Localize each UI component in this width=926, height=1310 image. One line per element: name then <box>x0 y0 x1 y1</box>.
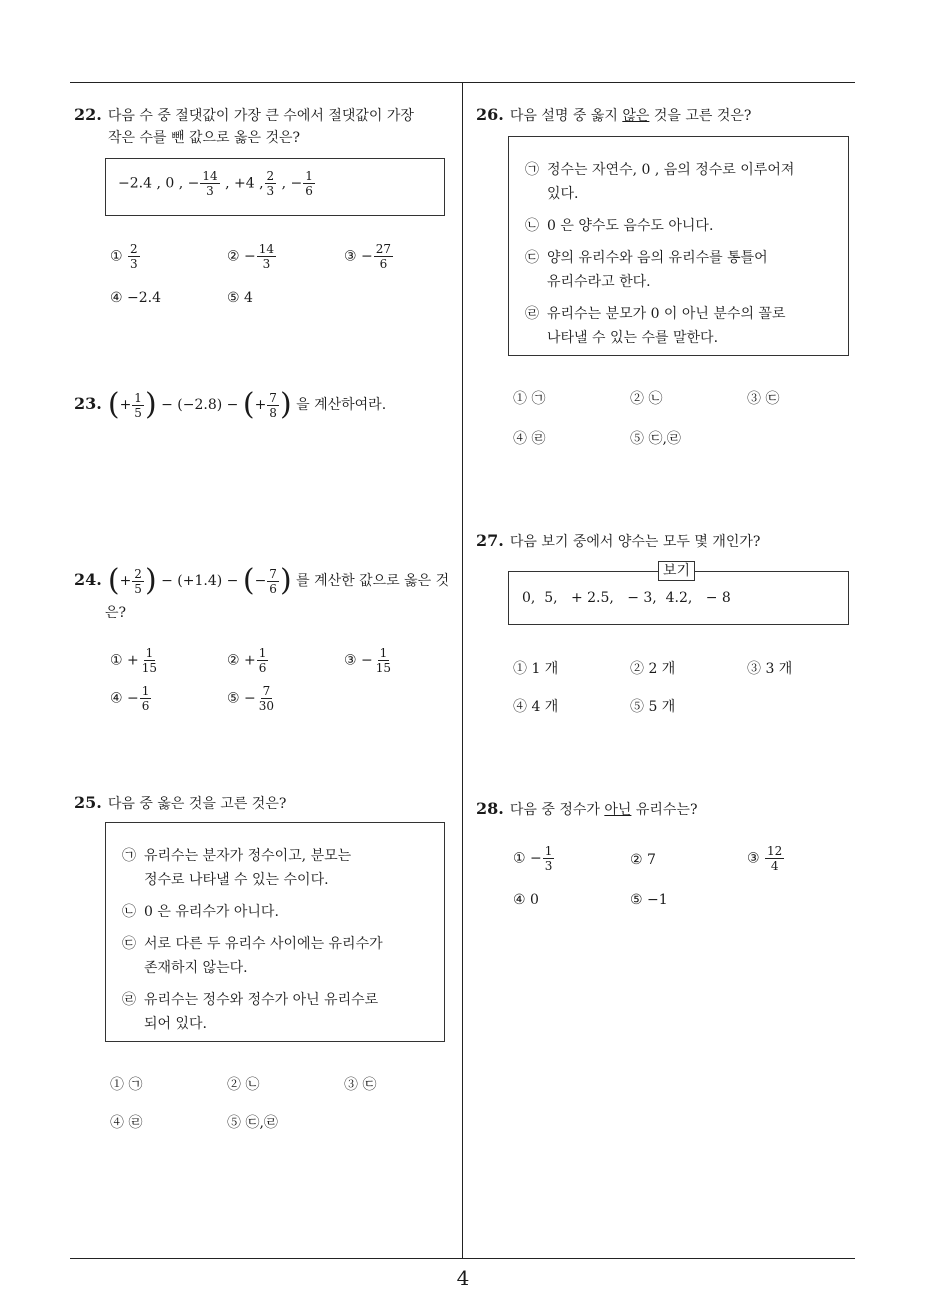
bogi-values: 0, 5, + 2.5, − 3, 4.2, − 8 <box>522 590 731 606</box>
set-text: −2.4 , 0 , − <box>118 175 200 192</box>
option-1[interactable]: ① ㉠ <box>513 391 546 407</box>
option-2[interactable]: ② ㉡ <box>630 391 663 407</box>
bogi-label: 보기 <box>658 561 695 581</box>
statement: ㉡ 0 은 양수도 음수도 아니다. <box>525 218 714 234</box>
question-23: 23. (+ $\frac{1}{5}$ ) − (−2.8) − (+ $\frac{7}{8}$ ) 을 계산하여라. <box>74 387 387 422</box>
option-3[interactable]: ③ 3 개 <box>747 661 793 677</box>
statement: ㉣ 유리수는 정수와 정수가 아닌 유리수로 되어 있다. <box>122 992 379 1032</box>
statement: ㉠ 유리수는 분자가 정수이고, 분모는 정수로 나타낼 수 있는 수이다. <box>122 848 352 888</box>
option-5[interactable]: ⑤ −1 <box>630 892 668 908</box>
expression: − (−2.8) − <box>161 397 239 413</box>
expression: − (+1.4) − <box>161 573 239 589</box>
option-5[interactable]: ⑤ 5 개 <box>630 699 676 715</box>
statement: ㉢ 서로 다른 두 유리수 사이에는 유리수가 존재하지 않는다. <box>122 936 383 976</box>
page-number: 4 <box>456 1266 470 1290</box>
question-text: 다음 중 옳은 것을 고른 것은? <box>107 796 287 812</box>
option-2[interactable]: ② 7 <box>630 852 656 868</box>
question-number: 23. <box>74 394 102 413</box>
option-2[interactable]: ② + $\frac{1}{6}$ <box>227 646 267 675</box>
option-1[interactable]: ① + $\frac{1}{15}$ <box>110 646 158 675</box>
question-24: 24. (+ $\frac{2}{5}$ ) − (+1.4) − (− $\frac{7}{6}$ ) 를 계산한 값으로 옳은 것 <box>74 563 450 598</box>
fraction: $\frac{14}{3}$ <box>202 169 218 198</box>
option-5[interactable]: ⑤ − $\frac{7}{30}$ <box>227 684 275 713</box>
option-1[interactable]: ① 1 개 <box>513 661 559 677</box>
option-2[interactable]: ② − $\frac{14}{3}$ <box>227 242 275 271</box>
option-4[interactable]: ④ −2.4 <box>110 290 162 306</box>
statement: ㉣ 유리수는 분모가 0 이 아닌 분수의 꼴로 나타낼 수 있는 수를 말한다. <box>525 306 786 346</box>
option-3[interactable]: ③ − $\frac{27}{6}$ <box>344 242 392 271</box>
column-divider <box>462 82 463 1259</box>
emphasis: 않은 <box>622 108 650 124</box>
option-4[interactable]: ④ ㉣ <box>513 431 546 447</box>
fraction: $\frac{2}{3}$ <box>266 169 275 198</box>
option-3[interactable]: ③ $\frac{12}{4}$ <box>747 844 783 873</box>
question-text: 를 계산한 값으로 옳은 것 <box>296 573 450 589</box>
question-number: 27. <box>476 531 504 550</box>
question-number: 24. <box>74 570 102 589</box>
fraction: $\frac{1}{6}$ <box>305 169 313 198</box>
option-3[interactable]: ③ ㉢ <box>344 1077 377 1093</box>
question-number: 26. <box>476 105 504 124</box>
option-4[interactable]: ④ 0 <box>513 892 539 908</box>
question-22 <box>74 104 458 149</box>
emphasis: 아닌 <box>604 802 632 818</box>
statement-list <box>525 158 847 358</box>
statement: ㉡ 0 은 유리수가 아니다. <box>122 904 279 920</box>
statement: ㉠ 정수는 자연수, 0 , 음의 정수로 이루어져 있다. <box>525 162 795 202</box>
option-1[interactable]: ① − $\frac{1}{3}$ <box>513 844 553 873</box>
number-set-box <box>105 158 445 216</box>
question-28: 28. 다음 중 정수가 아닌 유리수는? <box>476 799 698 818</box>
question-text: 다음 보기 중에서 양수는 모두 몇 개인가? <box>509 534 761 550</box>
question-text: 을 계산하여라. <box>296 397 387 413</box>
option-1[interactable]: ① $\frac{2}{3}$ <box>110 242 138 271</box>
question-26: 26. 다음 설명 중 옳지 않은 것을 고른 것은? <box>476 105 752 124</box>
option-4[interactable]: ④ ㉣ <box>110 1115 143 1131</box>
question-25 <box>74 792 286 815</box>
option-3[interactable]: ③ − $\frac{1}{15}$ <box>344 646 392 675</box>
bottom-rule <box>70 1258 855 1259</box>
statement-list <box>122 844 442 1044</box>
statement: ㉢ 양의 유리수와 음의 유리수를 통틀어 유리수라고 한다. <box>525 250 768 290</box>
set-text: , − <box>281 175 303 192</box>
option-2[interactable]: ② ㉡ <box>227 1077 260 1093</box>
option-5[interactable]: ⑤ ㉢,㉣ <box>227 1115 278 1131</box>
question-number: 22. <box>74 105 102 124</box>
set-text: , +4 , <box>225 175 264 192</box>
question-number: 28. <box>476 799 504 818</box>
question-text: 다음 수 중 절댓값이 가장 큰 수에서 절댓값이 가장 <box>107 108 414 124</box>
question-27 <box>476 530 760 553</box>
question-24-cont: 은? <box>105 605 127 621</box>
option-2[interactable]: ② 2 개 <box>630 661 676 677</box>
option-1[interactable]: ① ㉠ <box>110 1077 143 1093</box>
question-number: 25. <box>74 793 102 812</box>
option-4[interactable]: ④ 4 개 <box>513 699 559 715</box>
option-3[interactable]: ③ ㉢ <box>747 391 780 407</box>
option-5[interactable]: ⑤ ㉢,㉣ <box>630 431 681 447</box>
option-4[interactable]: ④ − $\frac{1}{6}$ <box>110 684 150 713</box>
option-5[interactable]: ⑤ 4 <box>227 290 253 306</box>
question-text-cont: 작은 수를 뺀 값으로 옳은 것은? <box>108 130 301 146</box>
